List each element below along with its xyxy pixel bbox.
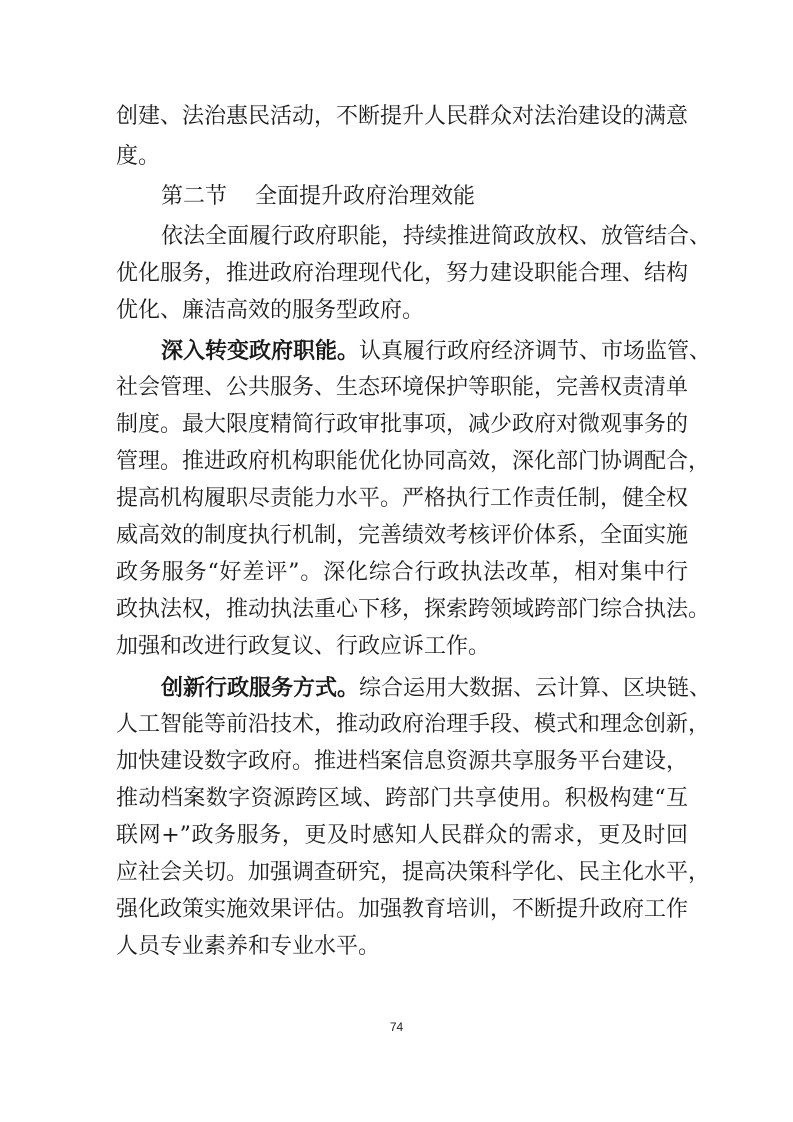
paragraph-line: 创新行政服务方式。综合运用大数据、云计算、区块链、: [161, 675, 712, 701]
paragraph-lead: 深入转变政府职能。: [161, 338, 360, 364]
paragraph-line: 度。: [116, 144, 161, 169]
paragraph-line: 政务服务“好差评”。深化综合行政执法改革，相对集中行: [116, 560, 688, 585]
paragraph-line: 联网+”政务服务，更及时感知人民群众的需求，更及时回: [116, 823, 688, 848]
paragraph-line: 优化服务，推进政府治理现代化，努力建设职能合理、结构: [116, 261, 689, 286]
section-number: 第二节: [161, 184, 228, 209]
paragraph-line: 加强和改进行政复议、行政应诉工作。: [116, 634, 491, 659]
paragraph-line: 制度。最大限度精简行政审批事项，减少政府对微观事务的: [116, 412, 689, 437]
paragraph-line: 创建、法治惠民活动，不断提升人民群众对法治建设的满意: [116, 104, 689, 129]
paragraph-line: 社会管理、公共服务、生态环境保护等职能，完善权责清单: [116, 375, 689, 400]
paragraph-lead: 创新行政服务方式。: [161, 675, 360, 701]
paragraph-line: 政执法权，推动执法重心下移，探索跨领域跨部门综合执法。: [116, 597, 711, 622]
paragraph-line: 提高机构履职尽责能力水平。严格执行工作责任制，健全权: [116, 486, 689, 511]
paragraph-line: 深入转变政府职能。认真履行政府经济调节、市场监管、: [161, 338, 712, 364]
paragraph-line: 依法全面履行政府职能，持续推进简政放权、放管结合、: [161, 224, 712, 249]
section-heading: [161, 182, 688, 212]
paragraph-line: 推动档案数字资源跨区域、跨部门共享使用。积极构建“互: [116, 786, 688, 811]
paragraph-line: 人工智能等前沿技术，推动政府治理手段、模式和理念创新，: [116, 712, 711, 737]
paragraph-line: 应社会关切。加强调查研究，提高决策科学化、民主化水平，: [116, 860, 711, 885]
paragraph-line: 优化、廉洁高效的服务型政府。: [116, 298, 425, 323]
section-title: 全面提升政府治理效能: [255, 184, 476, 209]
paragraph-line: 加快建设数字政府。推进档案信息资源共享服务平台建设，: [116, 749, 689, 774]
paragraph-line: 管理。推进政府机构职能优化协同高效，深化部门协调配合，: [116, 449, 711, 474]
page-number: 74: [389, 1020, 404, 1034]
paragraph-line: 人员专业素养和专业水平。: [116, 934, 381, 959]
paragraph-line: 强化政策实施效果评估。加强教育培训，不断提升政府工作: [116, 897, 689, 922]
paragraph-line: 威高效的制度执行机制，完善绩效考核评价体系，全面实施: [116, 523, 689, 548]
